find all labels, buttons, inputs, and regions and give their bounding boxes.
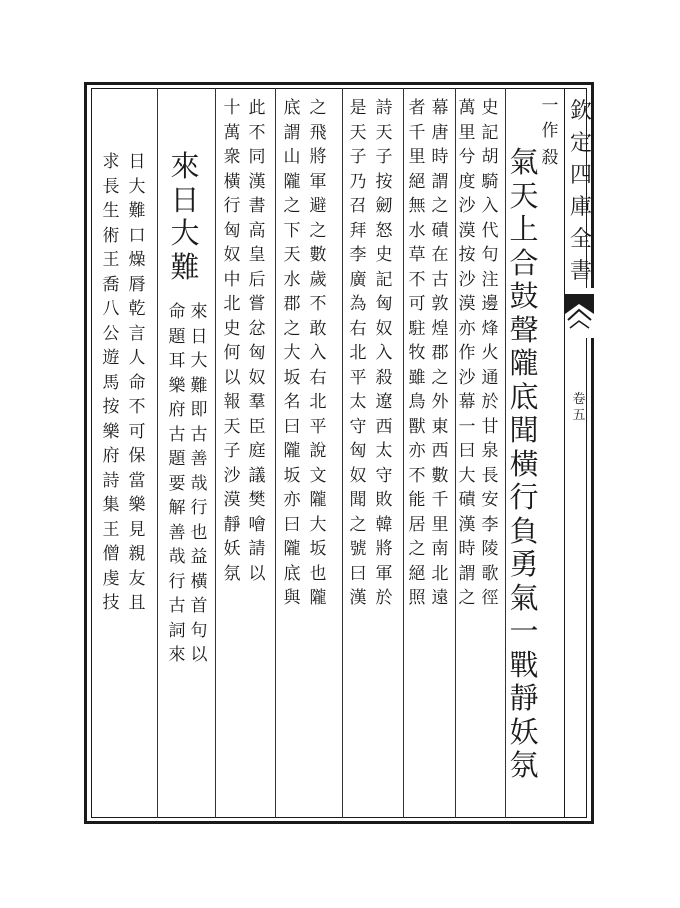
column-divider [215, 88, 216, 818]
column-divider [275, 88, 276, 818]
commentary-line: 十 萬 衆 橫 行 匈 奴 中 北 史 何 以 報 天 子 沙 漠 靜 妖 氛 [223, 98, 241, 584]
margin-rule [564, 88, 565, 818]
commentary-line: 史 記 胡 騎 入 代 句 注 邊 烽 火 通 於 甘 泉 長 安 李 陵 歌 徑 [481, 98, 499, 608]
commentary-line: 之 飛 將 軍 避 之 數 歲 不 敢 入 右 北 平 說 文 隴 大 坂 也 隴 [309, 98, 327, 608]
poem-title: 來 日 大 難 [170, 149, 200, 284]
column-divider [342, 88, 343, 818]
column-divider [157, 88, 158, 818]
commentary-line: 是 天 子 乃 召 拜 李 廣 為 右 北 平 太 守 匈 奴 聞 之 號 曰 漢 [349, 98, 367, 608]
commentary-line: 日 大 難 口 燥 脣 乾 言 人 命 不 可 保 當 樂 見 親 友 且 [128, 152, 146, 613]
poem-title-note: 命 題 耳 樂 府 古 題 要 解 善 哉 行 古 詞 來 [168, 302, 186, 665]
poem-title-note: 來 日 大 難 即 古 善 哉 行 也 益 橫 首 句 以 [190, 302, 208, 665]
commentary-line: 詩 天 子 按 劒 怒 史 記 匈 奴 入 殺 遼 西 太 守 敗 韓 將 軍 於 [375, 98, 393, 608]
commentary-line: 求 長 生 術 王 喬 八 公 遊 馬 按 樂 府 詩 集 王 僧 虔 技 [102, 152, 120, 613]
commentary-line: 者 千 里 絕 無 水 草 不 可 駐 牧 雖 鳥 獸 亦 不 能 居 之 絕 照 [408, 98, 426, 608]
variant-note-tail: 殺 [541, 148, 559, 168]
verse-line: 氣 天 上 合 鼓 聲 隴 底 聞 橫 行 負 勇 氣 一 戰 靜 妖 氛 [509, 145, 539, 782]
commentary-line: 幕 唐 時 謂 之 磧 在 古 敦 煌 郡 之 外 東 西 數 千 里 南 北 遠 [431, 98, 449, 608]
volume-label: 卷 五 [572, 392, 586, 423]
fishtail-mark-icon [565, 288, 594, 338]
commentary-line: 底 謂 山 隴 之 下 天 水 郡 之 大 坂 名 曰 隴 坂 亦 曰 隴 底 與 [283, 98, 301, 608]
commentary-line: 此 不 同 漢 書 高 皇 后 嘗 忿 匈 奴 羣 臣 庭 議 樊 噲 請 以 [248, 98, 266, 584]
commentary-line: 萬 里 兮 度 沙 漠 按 沙 漠 亦 作 沙 幕 一 曰 大 磧 漢 時 謂 之 [458, 98, 476, 608]
column-divider [403, 88, 404, 818]
variant-note: 一 作 [541, 96, 559, 141]
column-divider [505, 88, 506, 818]
book-title: 欽 定 四 庫 全 書 [569, 99, 592, 284]
